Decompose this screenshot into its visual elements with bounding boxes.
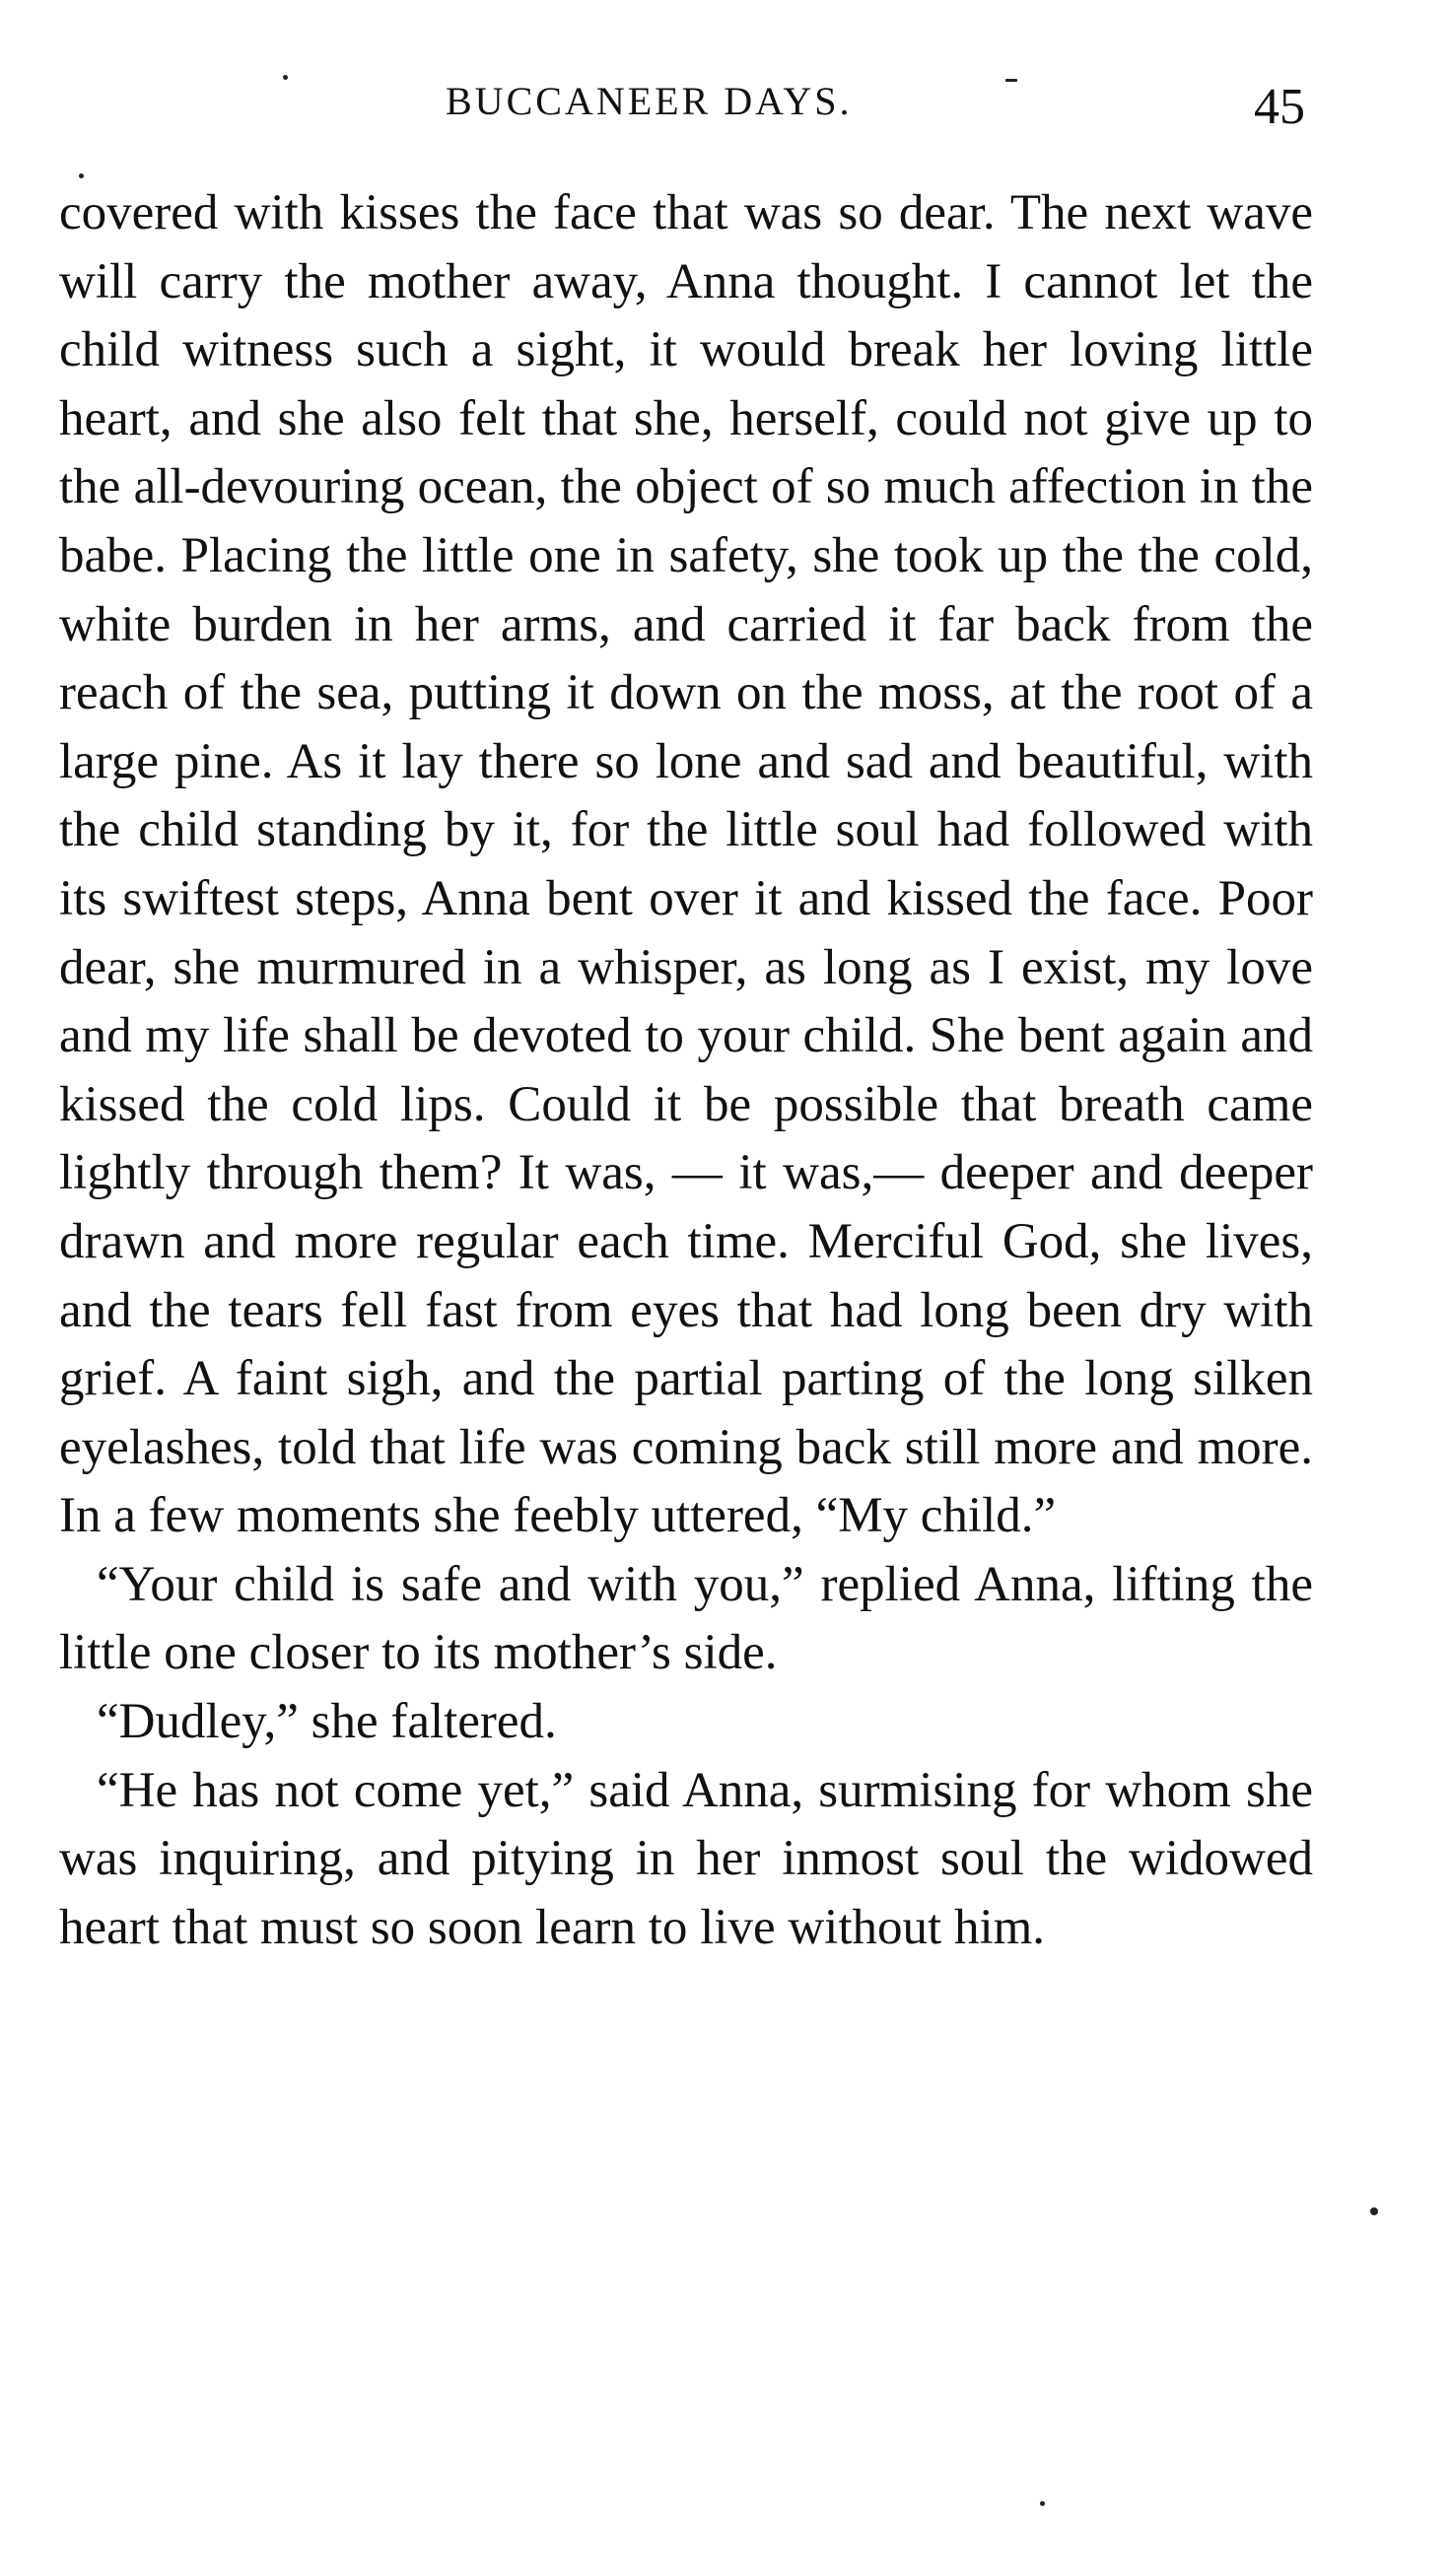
paragraph-4: “He has not come yet,” said Anna, surmising for whom she was inquiring, and pitying in her inmost soul the widowed heart that must so soon learn to live without him. — [59, 1762, 1313, 1955]
print-speck — [1370, 2207, 1378, 2215]
running-head — [0, 67, 1451, 136]
body-text — [59, 179, 1313, 1962]
print-speck — [79, 173, 84, 178]
print-speck — [283, 75, 288, 80]
page-number: 45 — [1254, 79, 1305, 135]
print-speck — [1005, 79, 1017, 82]
running-title: BUCCANEER DAYS. — [446, 79, 853, 123]
paragraph-1: covered with kisses the face that was so dear. The next wave will carry the mother away, Anna thought. I cannot let the child witness such a sight, it would break her loving little heart, and she also felt that she, herself, could not give up to the all-devouring ocean, the object of so much affection in the babe. Placing the little one in safety, she took up the the cold, white burden in her arms, and carried it far back from the reach of the sea, putting it down on the moss, at the root of a large pine. As it lay there so lone and sad and beautiful, with the child standing by it, for the little soul had followed with its swiftest steps, Anna bent over it and kissed the face. Poor dear, she murmured in a whisper, as long as I exist, my love and my life shall be devoted to your child. She bent again and kissed the cold lips. Could it be possible that breath came lightly through them? It was, — it was,— deeper and deeper drawn and more regular each time. Merciful God, she lives, and the tears fell fast from eyes that had long been dry with grief. A faint sigh, and the partial parting of the long silken eyelashes, told that life was coming back still more and more. In a few moments she feebly uttered, “My child.” — [59, 185, 1313, 1544]
print-speck — [1040, 2501, 1045, 2506]
paragraph-3: “Dudley,” she faltered. — [97, 1694, 557, 1750]
paragraph-2: “Your child is safe and with you,” replied Anna, lifting the little one closer to its mother’s side. — [59, 1556, 1313, 1681]
